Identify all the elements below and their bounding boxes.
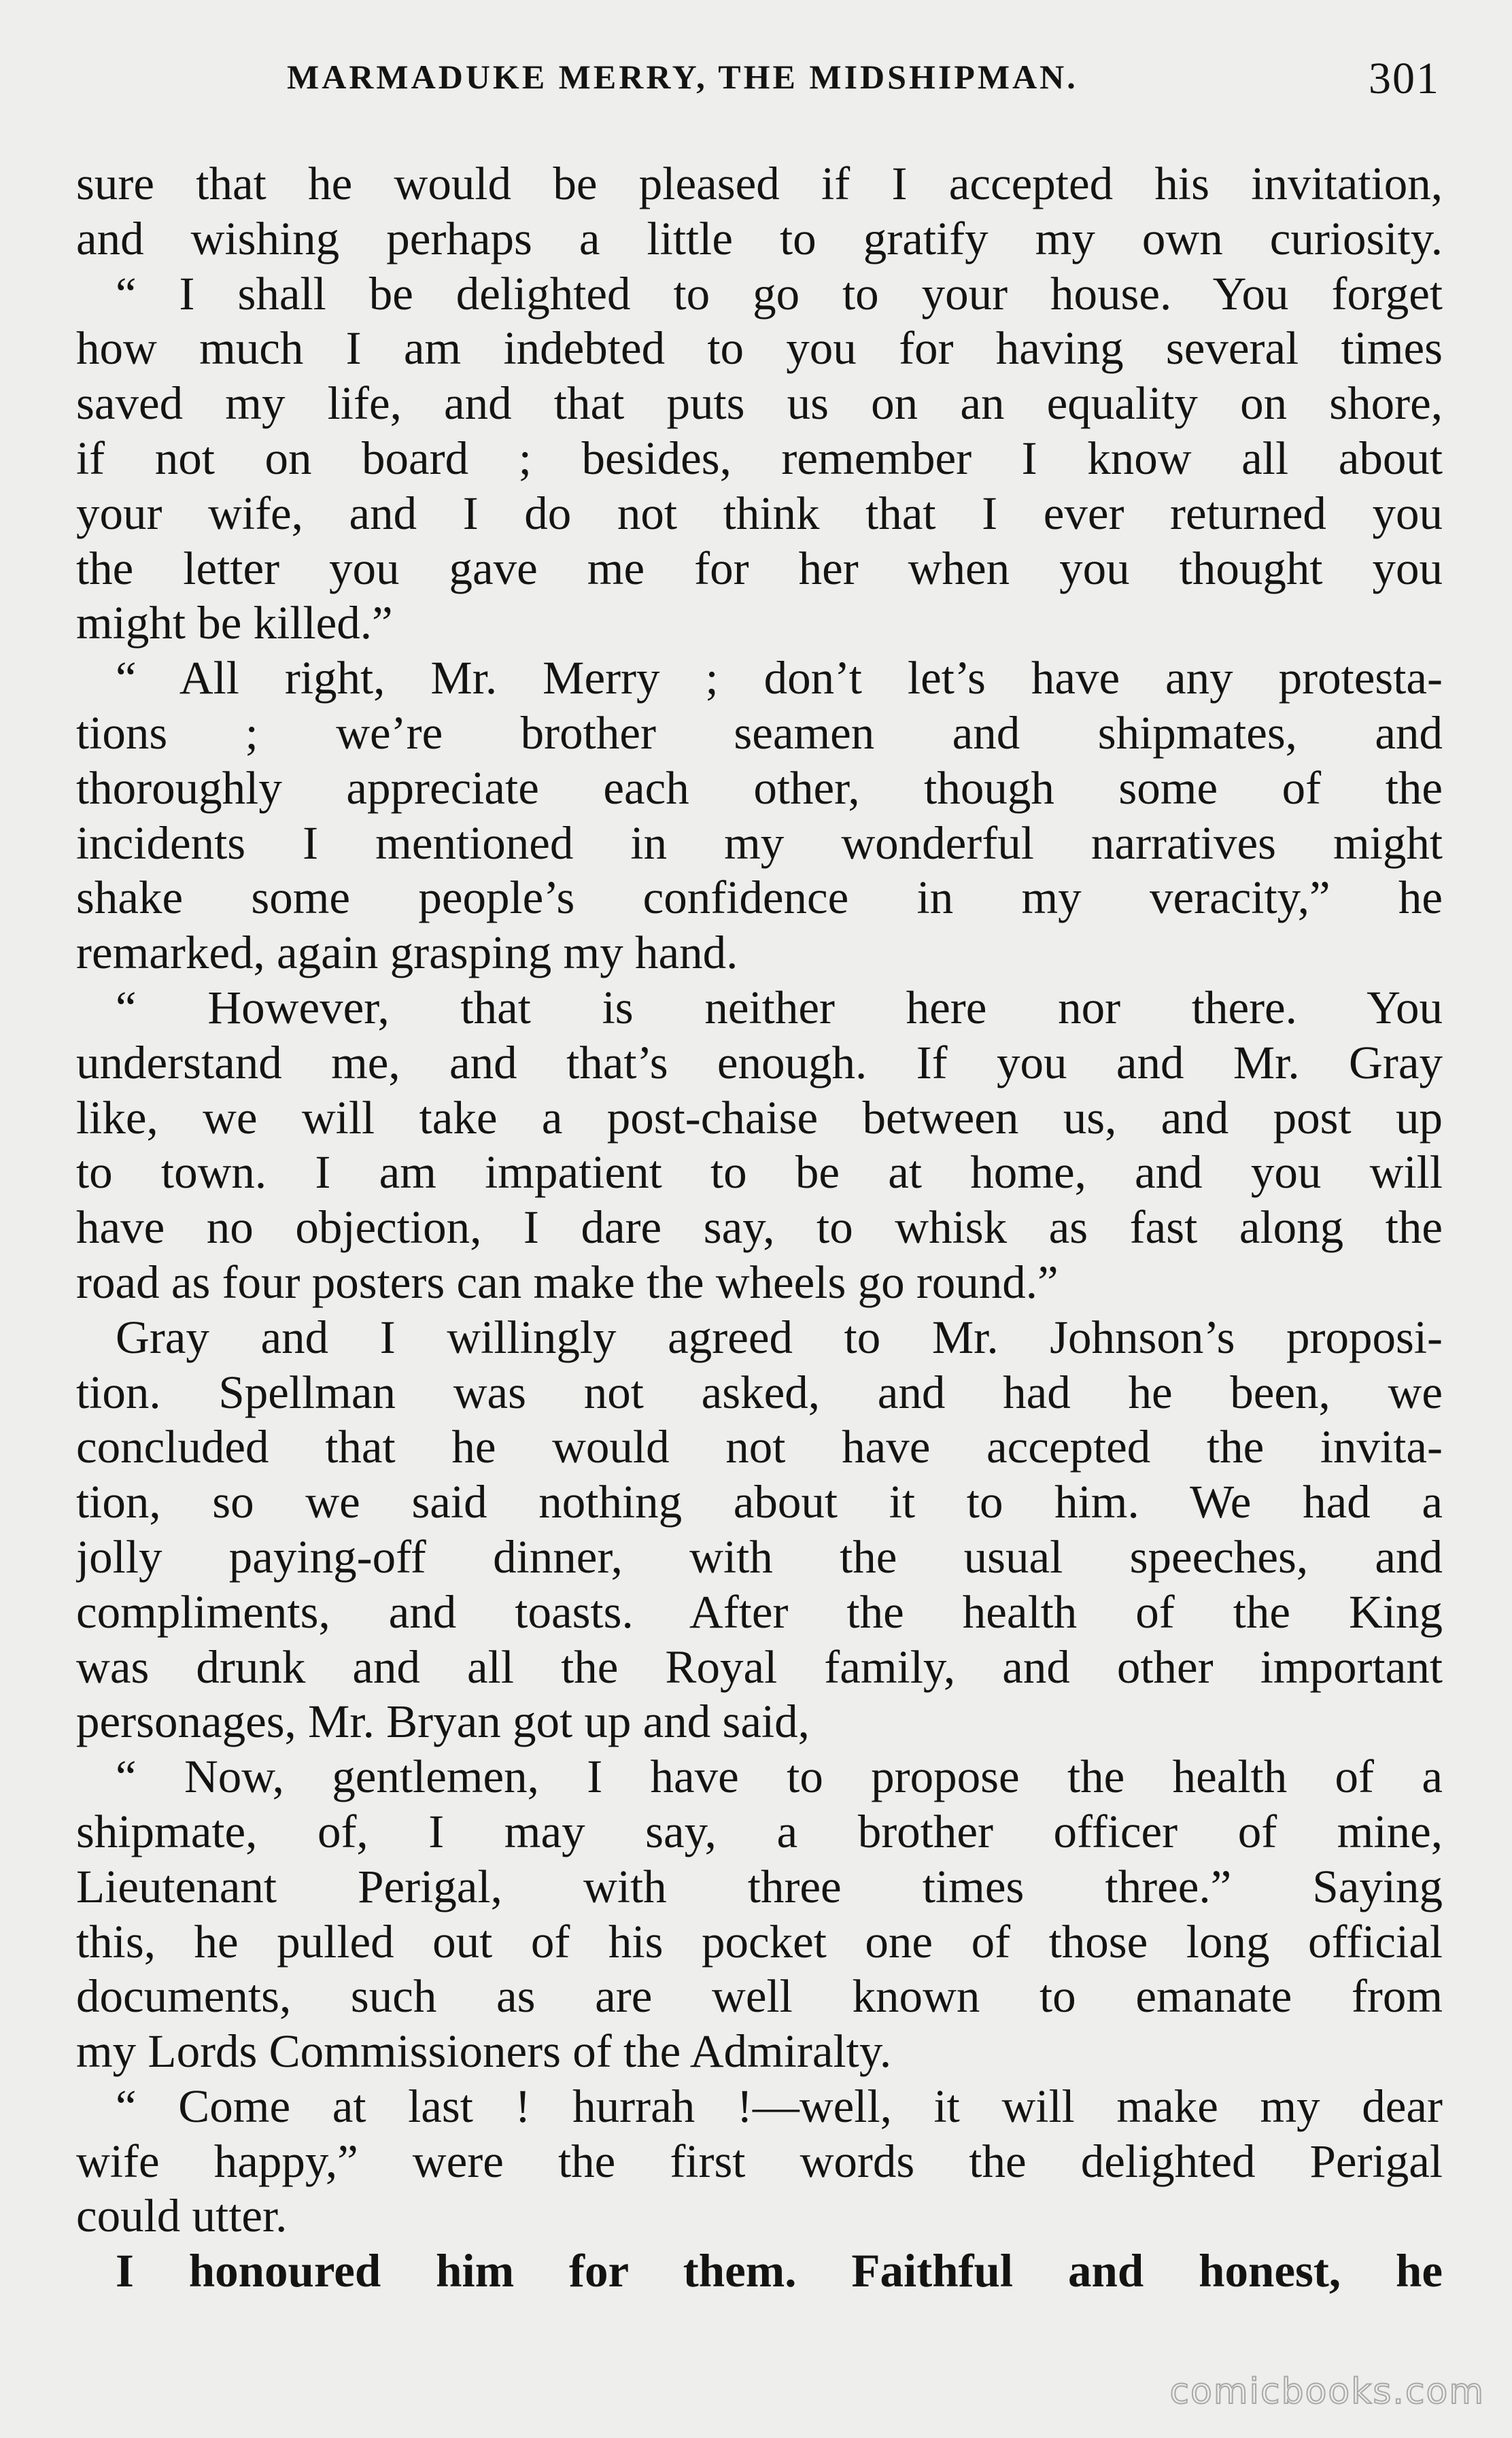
- text-line: documents, such as are well known to emanate from: [76, 1970, 1443, 2023]
- page-number: 301: [1369, 54, 1440, 103]
- text-line: have no objection, I dare say, to whisk as fast along the: [76, 1201, 1443, 1254]
- text-line: shake some people’s confidence in my veracity,” he: [76, 872, 1443, 924]
- text-line: wife happy,” were the first words the delighted Perigal: [76, 2135, 1443, 2187]
- text-line: like, we will take a post-chaise between us, and post up: [76, 1091, 1443, 1144]
- running-head: [272, 53, 1455, 114]
- text-line: and wishing perhaps a little to gratify my own curiosity.: [76, 212, 1443, 264]
- text-line: “ I shall be delighted to go to your house. You forget: [116, 267, 1443, 320]
- text-line: understand me, and that’s enough. If you and Mr. Gray: [76, 1036, 1443, 1088]
- text-line: to town. I am impatient to be at home, and you will: [76, 1146, 1443, 1199]
- text-line: sure that he would be pleased if I accepted his invitation,: [76, 158, 1443, 209]
- text-line: tions ; we’re brother seamen and shipmates, and: [76, 706, 1443, 759]
- watermark: comicbooks.com: [1169, 2371, 1485, 2412]
- running-title: MARMADUKE MERRY, THE MIDSHIPMAN.: [287, 58, 1078, 96]
- text-line: “ However, that is neither here nor there. You: [116, 981, 1443, 1033]
- text-line: this, he pulled out of his pocket one of those long official: [76, 1915, 1443, 1968]
- text-line: was drunk and all the Royal family, and other important: [76, 1641, 1443, 1693]
- text-line: personages, Mr. Bryan got up and said,: [76, 1696, 810, 1748]
- text-line: saved my life, and that puts us on an equality on shore,: [76, 377, 1443, 430]
- text-line: tion, so we said nothing about it to him. We had a: [76, 1476, 1443, 1528]
- text-line: tion. Spellman was not asked, and had he been, we: [76, 1366, 1443, 1418]
- text-line: thoroughly appreciate each other, though some of the: [76, 761, 1443, 814]
- text-line: jolly paying-off dinner, with the usual speeches, and: [76, 1530, 1443, 1583]
- text-line: the letter you gave me for her when you thought you: [76, 542, 1443, 594]
- text-line: road as four posters can make the wheels go round.”: [76, 1256, 1059, 1308]
- text-line: “ All right, Mr. Merry ; don’t let’s have any protesta-: [116, 652, 1443, 704]
- text-line: incidents I mentioned in my wonderful narratives might: [76, 817, 1443, 869]
- text-line: “ Now, gentlemen, I have to propose the health of a: [116, 1751, 1443, 1803]
- text-line: Lieutenant Perigal, with three times three.” Saying: [76, 1860, 1443, 1912]
- text-line: Gray and I willingly agreed to Mr. Johnson’s proposi-: [116, 1311, 1443, 1363]
- text-line: your wife, and I do not think that I ever returned you: [76, 487, 1443, 539]
- text-line: could utter.: [76, 2190, 288, 2242]
- text-line: remarked, again grasping my hand.: [76, 927, 738, 979]
- text-line: “ Come at last ! hurrah !—well, it will make my dear: [116, 2080, 1443, 2132]
- text-line: if not on board ; besides, remember I know all about: [76, 432, 1443, 484]
- text-line: I honoured him for them. Faithful and honest, he: [116, 2245, 1443, 2297]
- page-body-text: [76, 156, 1443, 2299]
- text-line: shipmate, of, I may say, a brother officer of mine,: [76, 1805, 1443, 1857]
- text-line: might be killed.”: [76, 597, 393, 649]
- text-line: my Lords Commissioners of the Admiralty.: [76, 2025, 892, 2078]
- text-line: compliments, and toasts. After the health of the King: [76, 1585, 1443, 1638]
- text-line: how much I am indebted to you for having several times: [76, 322, 1443, 375]
- text-line: concluded that he would not have accepted the invita-: [76, 1421, 1443, 1473]
